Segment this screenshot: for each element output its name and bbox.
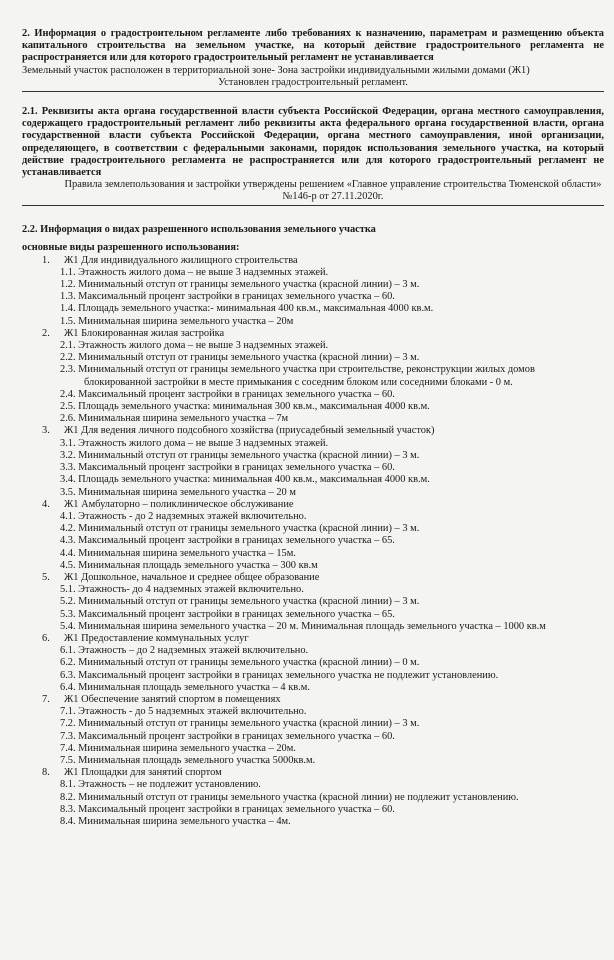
zone-parameter-item: 2.2. Минимальный отступ от границы земельного участка (красной линии) – 3 м.: [60, 352, 420, 364]
zone-parameter-item: 5.2. Минимальный отступ от границы земельного участка (красной линии) – 3 м.: [60, 596, 420, 608]
zone-parameter-item: 7.3. Максимальный процент застройки в границах земельного участка – 60.: [60, 730, 395, 742]
permitted-uses-subtitle: основные виды разрешенного использования:: [22, 242, 240, 254]
zone-parameter-item: 7.2. Минимальный отступ от границы земельного участка (красной линии) – 3 м.: [60, 718, 420, 730]
zone-parameter-item: 3.1. Этажность жилого дома – не выше 3 надземных этажей.: [60, 437, 329, 449]
zone-parameter-item: 3.5. Минимальная ширина земельного участка – 20 м: [60, 486, 296, 498]
zone-title: [22, 633, 604, 645]
section-2-2-title: 2.2. Информация о видах разрешенного использования земельного участка: [22, 224, 376, 236]
zone-number: 1.: [42, 254, 50, 266]
zone-line: Земельный участок расположен в территориальной зоне- Зона застройки индивидуальными жилыми домами (Ж1): [22, 64, 530, 76]
zone-number: 7.: [42, 693, 50, 705]
zone-parameter-item: 1.1. Этажность жилого дома – не выше 3 надземных этажей.: [60, 266, 329, 278]
zone-parameter-item: 7.4. Минимальная ширина земельного участка – 20м.: [60, 742, 296, 754]
zone-parameter-item: 3.2. Минимальный отступ от границы земельного участка (красной линии) – 3 м.: [60, 449, 420, 461]
zone-title: [22, 255, 604, 267]
zone-parameter-item: 4.4. Минимальная ширина земельного участка – 15м.: [60, 547, 296, 559]
zone-title-text: Ж1 Для ведения личного подсобного хозяйства (приусадебный земельный участок): [64, 425, 435, 437]
zone-title-text: Ж1 Площадки для занятий спортом: [64, 767, 222, 779]
zone-parameter-item: 2.5. Площадь земельного участка: минимальная 300 кв.м., максимальная 4000 кв.м.: [60, 401, 430, 413]
zone-number: 5.: [42, 571, 50, 583]
zone-parameter-item: 7.5. Минимальная площадь земельного участка 5000кв.м.: [60, 754, 316, 766]
zone-title: [22, 572, 604, 584]
section-2-1-title: 2.1. Реквизиты акта органа государственной власти субъекта Российской Федерации, органа местного самоуправления, содержащего градостроительный регламент либо реквизиты акта федерального органа государственной власти, органа государственной власти субъекта Российской Федерации, органа местного самоуправления, иной организации, определяющего, в соответствии с федеральными законами, порядок использования земельного участка, на который действие градостроительного регламента не распространяется или для которого градостроительный регламент не устанавливается: [22, 106, 604, 179]
zone-parameter-item: 6.4. Минимальная площадь земельного участка – 4 кв.м.: [60, 681, 310, 693]
zone-parameter-item: 1.5. Минимальная ширина земельного участка – 20м: [60, 315, 294, 327]
zones-list: [22, 255, 604, 829]
section-2-title: 2. Информация о градостроительном регламенте либо требованиях к назначению, параметрам и размещению объекта капитального строительства на земельном участке, на который действие градостроительного регламента не распространяется или для которого градостроительный регламент не устанавливается: [22, 28, 604, 64]
zone-parameter-item: 5.3. Максимальный процент застройки в границах земельного участка – 65.: [60, 608, 395, 620]
zone-parameter-item: 1.2. Минимальный отступ от границы земельного участка (красной линии) – 3 м.: [60, 279, 420, 291]
zone-parameter-item: 8.1. Этажность – не подлежит установлению.: [60, 779, 261, 791]
zone-title: [22, 425, 604, 437]
zone-title-text: Ж1 Обеспечение занятий спортом в помещениях: [64, 693, 281, 705]
zone-parameter-item: 3.3. Максимальный процент застройки в границах земельного участка – 60.: [60, 462, 395, 474]
zone-parameter-item: 5.4. Минимальная ширина земельного участка – 20 м. Минимальная площадь земельного участка – 1000 кв.м: [60, 620, 546, 632]
zone-title-text: Ж1 Блокированная жилая застройка: [64, 327, 225, 339]
zone-parameter-item: 4.5. Минимальная площадь земельного участка – 300 кв.м: [60, 559, 318, 571]
zone-title-text: Ж1 Дошкольное, начальное и среднее общее образование: [64, 571, 320, 583]
zone-parameter-item: 2.6. Минимальная ширина земельного участка – 7м: [60, 413, 289, 425]
zone-parameter-item: 2.1. Этажность жилого дома – не выше 3 надземных этажей.: [60, 340, 329, 352]
zone-parameter-item: 6.3. Максимальный процент застройки в границах земельного участка не подлежит установлению.: [60, 669, 499, 681]
zone-parameter-item: 4.1. Этажность - до 2 надземных этажей включительно.: [60, 510, 307, 522]
zone-number: 3.: [42, 425, 50, 437]
zone-number: 6.: [42, 632, 50, 644]
zone-parameter-item: 8.3. Максимальный процент застройки в границах земельного участка – 60.: [60, 803, 395, 815]
zone-number: 8.: [42, 767, 50, 779]
zone-parameter-item: 4.2. Минимальный отступ от границы земельного участка (красной линии) – 3 м.: [60, 523, 420, 535]
zone-number: 2.: [42, 327, 50, 339]
zone-parameter-item: 2.3. Минимальный отступ от границы земельного участка при строительстве, реконструкции жилых домов блокированной застройки в месте примыкания с соседним блоком или соседними блоками - 0 м.: [60, 364, 535, 388]
zone-number: 4.: [42, 498, 50, 510]
zone-title: [22, 328, 604, 340]
zone-parameter-item: 8.2. Минимальный отступ от границы земельного участка (красной линии) не подлежит установлению.: [60, 791, 519, 803]
zone-parameter-item: 6.1. Этажность – до 2 надземных этажей включительно.: [60, 645, 309, 657]
zone-parameter-item: 1.3. Максимальный процент застройки в границах земельного участка – 60.: [60, 291, 395, 303]
zone-parameter-item: 5.1. Этажность- до 4 надземных этажей включительно.: [60, 584, 304, 596]
zone-parameter-item: 1.4. Площадь земельного участка:- минимальная 400 кв.м., максимальная 4000 кв.м.: [60, 303, 434, 315]
zone-title: [22, 499, 604, 511]
zone-parameter-item: 2.4. Максимальный процент застройки в границах земельного участка – 60.: [60, 388, 395, 400]
zone-parameter-item: 6.2. Минимальный отступ от границы земельного участка (красной линии) – 0 м.: [60, 657, 420, 669]
regulation-reference: Правила землепользования и застройки утверждены решением «Главное управление строительства Тюменской области» №146-р от 27.11.2020г.: [64, 179, 602, 203]
zone-parameter-item: 4.3. Максимальный процент застройки в границах земельного участка – 65.: [60, 535, 395, 547]
regulation-established: Установлен градостроительный регламент.: [218, 76, 408, 88]
zone-parameter-item: 8.4. Минимальная ширина земельного участка – 4м.: [60, 815, 291, 827]
zone-title: [22, 694, 604, 706]
zone-parameter-item: 7.1. Этажность - до 5 надземных этажей включительно.: [60, 706, 307, 718]
zone-title: [22, 767, 604, 779]
zone-title-text: Ж1 Для индивидуального жилищного строительства: [64, 254, 298, 266]
zone-title-text: Ж1 Амбулаторно – поликлиническое обслуживание: [64, 498, 294, 510]
zone-parameter-item: 3.4. Площадь земельного участка: минимальная 400 кв.м., максимальная 4000 кв.м.: [60, 474, 430, 486]
zone-title-text: Ж1 Предоставление коммунальных услуг: [64, 632, 249, 644]
